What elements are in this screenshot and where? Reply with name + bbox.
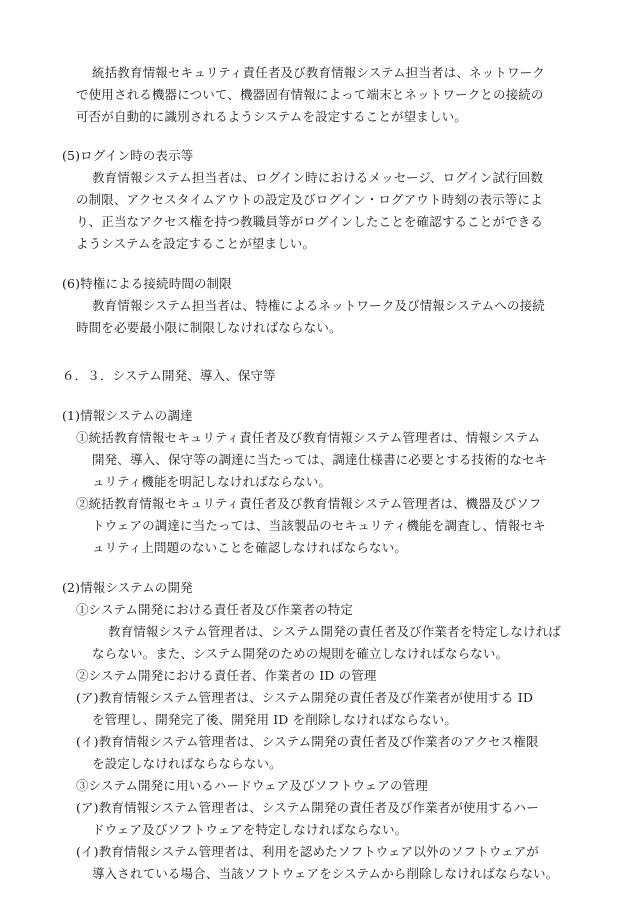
section-5-line: の制限、アクセスタイムアウトの設定及びログイン・ログアウト時刻の表示等によ — [76, 192, 543, 207]
subsection-2-line: 導入されている場合、当該ソフトウェアをシステムから削除しなければならない。 — [92, 866, 559, 881]
subsection-heading-2: (2)情報システムの開発 — [62, 580, 193, 595]
subsection-2-line: を管理し、開発完了後、開発用 ID を削除しなければならない。 — [92, 712, 458, 727]
section-5-line: 教育情報システム担当者は、ログイン時におけるメッセージ、ログイン試行回数 — [92, 170, 544, 185]
subsection-2-line: ①システム開発における責任者及び作業者の特定 — [76, 602, 354, 617]
subsection-2-line: 教育情報システム管理者は、システム開発の責任者及び作業者を特定しなければ — [108, 624, 561, 639]
subsection-heading-1: (1)情報システムの調達 — [62, 408, 193, 423]
subsection-1-line: ュリティ上問題のないことを確認しなければならない。 — [92, 540, 408, 555]
chapter-title: ６．３．システム開発、導入、保守等 — [62, 368, 276, 383]
subsection-2-line: ドウェア及びソフトウェアを特定しなければならない。 — [92, 822, 408, 837]
subsection-1-line: ②統括教育情報セキュリティ責任者及び教育情報システム管理者は、機器及びソフ — [76, 496, 542, 511]
subsection-1-line: トウェアの調達に当たっては、当該製品のセキュリティ機能を調査し、情報セキ — [92, 518, 546, 533]
intro-line: 統括教育情報セキュリティ責任者及び教育情報システム担当者は、ネットワーク — [92, 65, 545, 80]
subsection-2-line: ②システム開発における責任者、作業者の ID の管理 — [76, 668, 377, 683]
section-6-line: 時間を必要最小限に制限しなければならない。 — [76, 320, 342, 335]
intro-line: で使用される機器について、機器固有情報によって端末とネットワークとの接続の — [76, 87, 544, 102]
intro-line: 可否が自動的に識別されるようシステムを設定することが望ましい。 — [76, 109, 467, 124]
subsection-2-line: (イ)教育情報システム管理者は、システム開発の責任者及び作業者のアクセス権限 — [76, 734, 539, 749]
subsection-1-line: 開発、導入、保守等の調達に当たっては、調達仕様書に必要とする技術的なセキ — [92, 452, 548, 467]
subsection-2-line: (ア)教育情報システム管理者は、システム開発の責任者及び作業者が使用する ID — [76, 690, 534, 705]
subsection-2-line: (イ)教育情報システム管理者は、利用を認めたソフトウェア以外のソフトウェアが — [76, 844, 539, 859]
subsection-2-line: (ア)教育情報システム管理者は、システム開発の責任者及び作業者が使用するハー — [76, 800, 539, 815]
subsection-1-line: ュリティ機能を明記しなければならない。 — [92, 474, 332, 489]
subsection-2-line: を設定しなければならならない。 — [92, 756, 282, 771]
section-heading-6: (6)特権による接続時間の制限 — [62, 276, 232, 291]
section-5-line: り、正当なアクセス権を持つ教職員等がログインしたことを確認することができる — [76, 214, 544, 229]
subsection-1-line: ①統括教育情報セキュリティ責任者及び教育情報システム管理者は、情報システム — [76, 430, 541, 445]
section-heading-5: (5)ログイン時の表示等 — [62, 148, 194, 163]
section-5-line: ようシステムを設定することが望ましい。 — [76, 236, 316, 251]
subsection-2-line: ③システム開発に用いるハードウェア及びソフトウェアの管理 — [76, 778, 428, 793]
section-6-line: 教育情報システム担当者は、特権によるネットワーク及び情報システムへの接続 — [92, 298, 545, 313]
subsection-2-line: ならない。また、システム開発のための規則を確立しなければならない。 — [92, 646, 509, 661]
